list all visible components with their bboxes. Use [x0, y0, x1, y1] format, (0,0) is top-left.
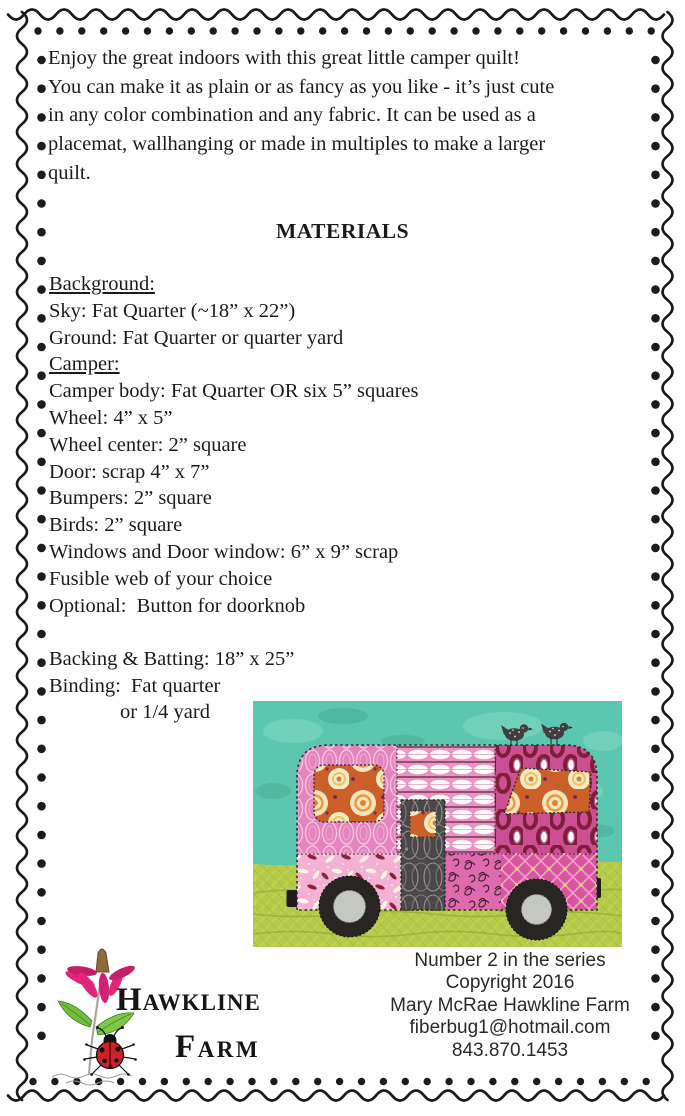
flower-cone	[96, 949, 109, 972]
material-item: Camper:	[49, 353, 120, 376]
material-item: Wheel center: 2” square	[49, 433, 247, 456]
material-item: Sky: Fat Quarter (~18” x 22”)	[49, 299, 296, 322]
front-window	[314, 765, 384, 822]
material-item: Windows and Door window: 6” x 9” scrap	[49, 540, 399, 563]
camper-door	[401, 800, 445, 910]
intro-line: quilt.	[48, 161, 91, 184]
material-item: Optional: Button for doorknob	[49, 594, 306, 617]
camper-quilt-illustration	[253, 701, 622, 947]
footer-line: 843.870.1453	[451, 1039, 569, 1061]
camper-quilt-photo	[253, 701, 622, 947]
footer-line: Mary McRae Hawkline Farm	[390, 994, 630, 1016]
material-item: Camper body: Fat Quarter OR six 5” squares	[49, 380, 419, 403]
publisher-info	[330, 950, 685, 1062]
doorknob	[404, 847, 408, 851]
material-item: Fusible web of your choice	[49, 567, 273, 590]
footer-line: Copyright 2016	[445, 972, 575, 994]
intro-line: You can make it as plain or as fancy as you like - it’s just cute	[48, 75, 555, 98]
front-wheel	[319, 876, 380, 937]
material-item: Ground: Fat Quarter or quarter yard	[49, 326, 344, 349]
logo-text-farm: Farm	[175, 1029, 261, 1065]
intro-line: Enjoy the great indoors with this great little camper quilt!	[48, 47, 520, 69]
intro-paragraph	[48, 44, 653, 188]
material-item: Bumpers: 2” square	[49, 487, 212, 510]
intro-line: in any color combination and any fabric. It can be used as a	[48, 104, 536, 127]
material-item: Backing & Batting: 18” x 25”	[49, 648, 295, 670]
materials-heading: MATERIALS	[275, 219, 410, 243]
footer-line: fiberbug1@hotmail.com	[409, 1017, 611, 1039]
intro-line: placemat, wallhanging or made in multiples to make a larger	[48, 133, 546, 156]
materials-list	[49, 271, 609, 619]
material-item: Birds: 2” square	[49, 514, 183, 537]
footer-line: Number 2 in the series	[414, 950, 606, 971]
door-window	[410, 811, 436, 837]
rear-wheel	[506, 879, 567, 940]
material-item: or 1/4 yard	[120, 701, 210, 724]
material-item: Background:	[49, 273, 155, 295]
material-item: Wheel: 4” x 5”	[49, 406, 173, 429]
logo-text-hawkline: Hawkline	[116, 982, 261, 1018]
material-item: Binding: Fat quarter	[49, 674, 221, 697]
material-item: Door: scrap 4” x 7”	[49, 460, 210, 483]
